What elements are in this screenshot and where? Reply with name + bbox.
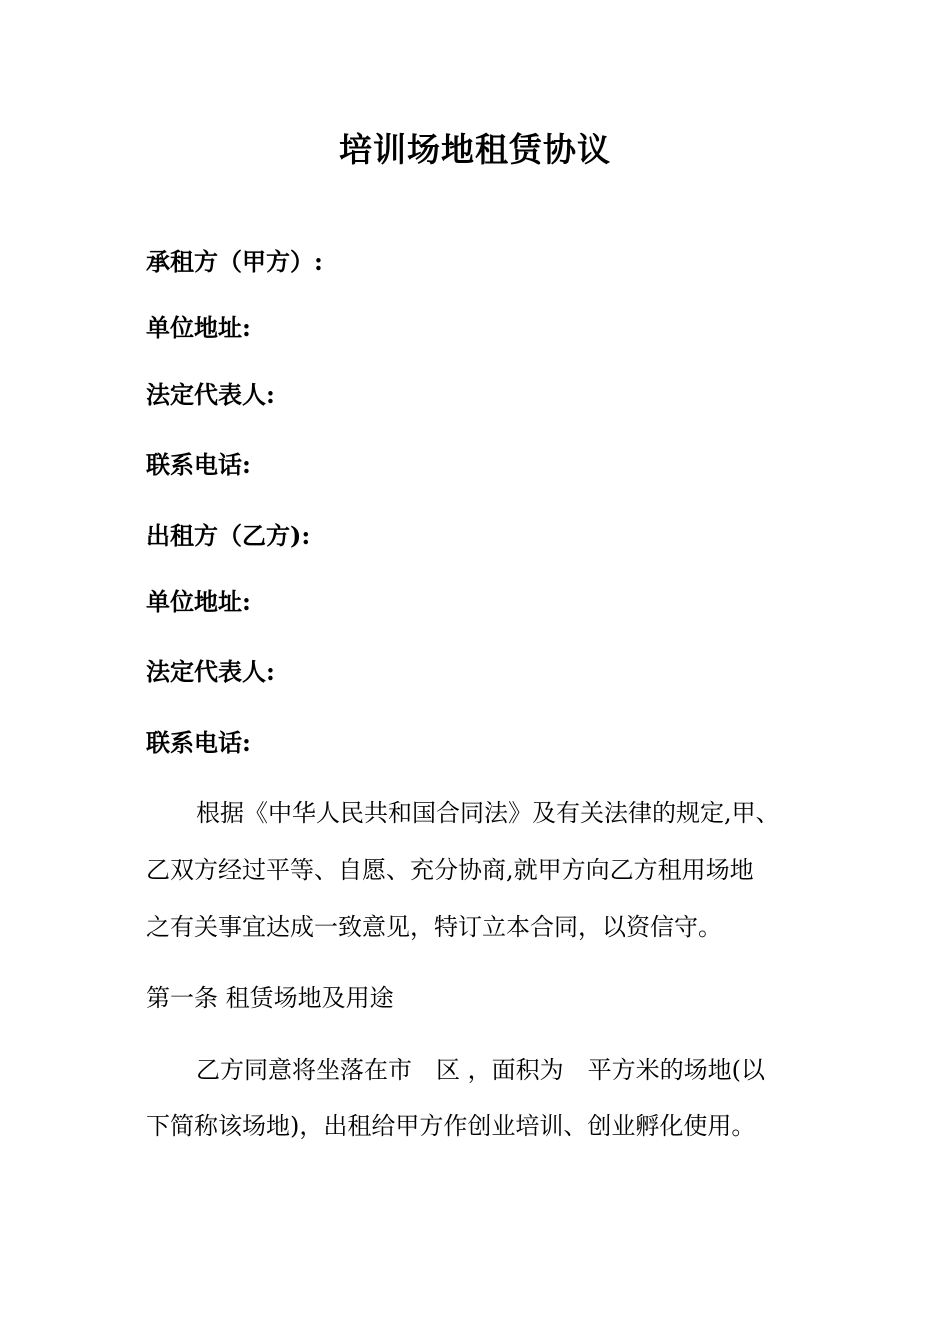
article-1-heading: 第一条 租赁场地及用途 bbox=[146, 984, 394, 1012]
party-b-heading: 出租方（乙方): bbox=[146, 521, 311, 550]
article-1-line-2: 下简称该场地)，出租给甲方作创业培训、创业孵化使用。 bbox=[146, 1112, 756, 1140]
document-title: 培训场地租赁协议 bbox=[339, 130, 611, 169]
party-b-representative-label: 法定代表人: bbox=[146, 657, 275, 686]
preamble-line-3: 之有关事宜达成一致意见，特订立本合同，以资信守。 bbox=[146, 913, 722, 941]
party-a-representative-label: 法定代表人: bbox=[146, 380, 275, 409]
party-a-heading: 承租方（甲方）: bbox=[146, 247, 323, 276]
party-b-phone-label: 联系电话: bbox=[146, 728, 251, 757]
party-a-phone-label: 联系电话: bbox=[146, 450, 251, 479]
preamble-line-2: 乙双方经过平等、自愿、充分协商,就甲方向乙方租用场地 bbox=[146, 856, 754, 884]
party-a-address-label: 单位地址: bbox=[146, 313, 251, 342]
preamble-line-1: 根据《中华人民共和国合同法》及有关法律的规定,甲、 bbox=[196, 799, 780, 827]
party-b-address-label: 单位地址: bbox=[146, 587, 251, 616]
article-1-line-1: 乙方同意将坐落在市 区 ，面积为 平方米的场地(以 bbox=[196, 1056, 765, 1084]
